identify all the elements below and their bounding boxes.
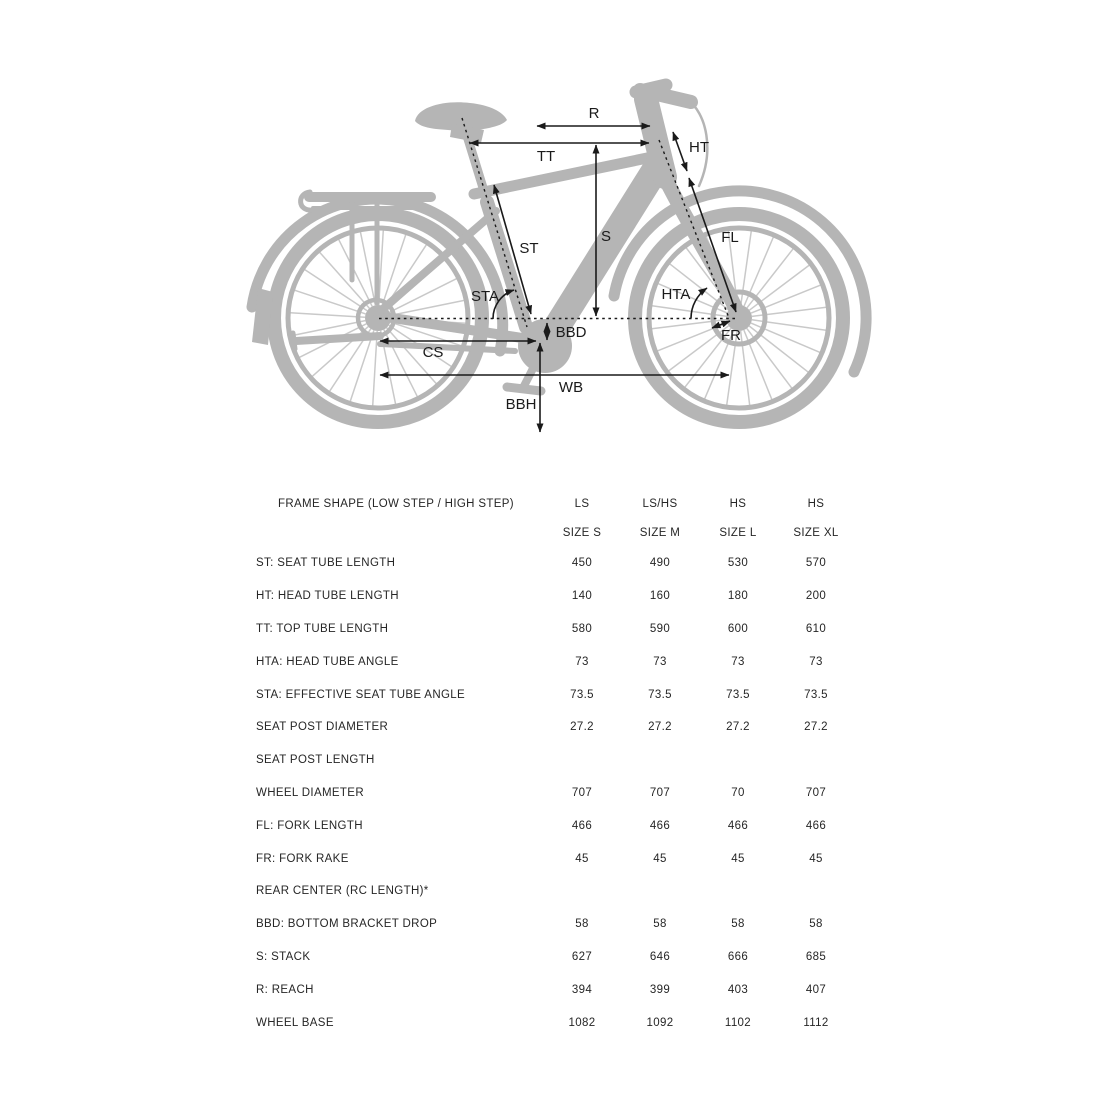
cell-value: 600 bbox=[727, 622, 749, 635]
cell-value: 707 bbox=[649, 786, 671, 799]
cell-value: 490 bbox=[649, 557, 671, 570]
dim-label-reach: R bbox=[588, 105, 600, 122]
table-row bbox=[256, 973, 1100, 1006]
cell-value: 73 bbox=[809, 655, 823, 668]
cell-value: 646 bbox=[649, 950, 671, 963]
cell-value: 610 bbox=[805, 622, 827, 635]
dim-label-chainstay: CS bbox=[422, 344, 444, 361]
table-row bbox=[256, 645, 1100, 678]
cell-value: 58 bbox=[809, 918, 823, 931]
cell-value: 73 bbox=[575, 655, 589, 668]
table-row bbox=[256, 875, 1100, 908]
cell-value: 73.5 bbox=[570, 688, 594, 701]
head-tube-arrow bbox=[673, 132, 687, 171]
row-label: BBD: BOTTOM BRACKET DROP bbox=[256, 918, 438, 931]
cell-value: 530 bbox=[727, 557, 749, 570]
cell-value: 1112 bbox=[803, 1016, 829, 1029]
cell-value: 570 bbox=[805, 557, 827, 570]
row-label: SEAT POST DIAMETER bbox=[256, 721, 389, 734]
dim-label-fork-length: FL bbox=[721, 229, 739, 246]
cell-value: 707 bbox=[805, 786, 827, 799]
dim-label-top-tube: TT bbox=[536, 148, 556, 165]
dim-label-wheelbase: WB bbox=[558, 379, 584, 396]
dim-label-bb-drop: BBD bbox=[555, 324, 587, 341]
chain bbox=[380, 344, 515, 351]
row-label: STA: EFFECTIVE SEAT TUBE ANGLE bbox=[256, 688, 466, 701]
cell-value: 627 bbox=[571, 950, 593, 963]
cell-value: 73.5 bbox=[648, 688, 672, 701]
table-row bbox=[256, 842, 1100, 875]
chainstay bbox=[380, 316, 535, 340]
cell-value: 160 bbox=[649, 590, 671, 603]
cell-value: 180 bbox=[727, 590, 749, 603]
row-label: HT: HEAD TUBE LENGTH bbox=[256, 590, 399, 603]
cell-value: 1092 bbox=[646, 1016, 674, 1029]
dim-label-head-tube-angle: HTA bbox=[661, 286, 691, 303]
pedal bbox=[507, 387, 541, 391]
column-header-frame-type: HS bbox=[729, 497, 747, 510]
cell-value: 580 bbox=[571, 622, 593, 635]
table-row bbox=[256, 809, 1100, 842]
top-tube bbox=[474, 157, 652, 194]
cell-value: 707 bbox=[571, 786, 593, 799]
cell-value: 200 bbox=[805, 590, 827, 603]
dim-label-seat-tube: ST bbox=[519, 240, 539, 257]
row-label: WHEEL BASE bbox=[256, 1016, 334, 1029]
cell-value: 27.2 bbox=[570, 721, 594, 734]
cell-value: 140 bbox=[571, 590, 593, 603]
row-label: WHEEL DIAMETER bbox=[256, 786, 364, 799]
cell-value: 45 bbox=[653, 852, 667, 865]
table-row bbox=[256, 1006, 1100, 1039]
frame-geometry-table bbox=[0, 489, 1100, 1039]
table-title: FRAME SHAPE (LOW STEP / HIGH STEP) bbox=[278, 497, 514, 510]
cell-value: 45 bbox=[809, 852, 823, 865]
stem bbox=[636, 85, 666, 92]
cell-value: 73.5 bbox=[726, 688, 750, 701]
column-header-frame-type: LS/HS bbox=[642, 497, 678, 510]
cell-value: 407 bbox=[805, 983, 827, 996]
cell-value: 45 bbox=[575, 852, 589, 865]
cell-value: 403 bbox=[727, 983, 749, 996]
table-row bbox=[256, 547, 1100, 580]
column-header-size: SIZE M bbox=[639, 526, 681, 539]
cell-value: 27.2 bbox=[804, 721, 828, 734]
column-header-size: SIZE L bbox=[719, 526, 757, 539]
row-label: TT: TOP TUBE LENGTH bbox=[256, 622, 389, 635]
table-row bbox=[256, 580, 1100, 613]
dim-label-head-tube: HT bbox=[689, 139, 709, 156]
table-row bbox=[256, 711, 1100, 744]
table-row bbox=[256, 613, 1100, 646]
cell-value: 27.2 bbox=[648, 721, 672, 734]
table-row bbox=[256, 678, 1100, 711]
bike-geometry-diagram bbox=[0, 0, 1100, 470]
bike-silhouette bbox=[252, 85, 866, 422]
row-label: REAR CENTER (RC LENGTH)* bbox=[256, 885, 429, 898]
table-body bbox=[0, 547, 1100, 1039]
row-label: FR: FORK RAKE bbox=[256, 852, 349, 865]
table-row bbox=[256, 941, 1100, 974]
table-row bbox=[256, 777, 1100, 810]
cell-value: 73 bbox=[731, 655, 745, 668]
cell-value: 70 bbox=[731, 786, 745, 799]
dim-label-stack: S bbox=[600, 228, 612, 245]
cell-value: 466 bbox=[649, 819, 671, 832]
cell-value: 466 bbox=[571, 819, 593, 832]
cell-value: 466 bbox=[805, 819, 827, 832]
cell-value: 399 bbox=[649, 983, 671, 996]
cell-value: 73 bbox=[653, 655, 667, 668]
cell-value: 685 bbox=[805, 950, 827, 963]
cell-value: 1082 bbox=[568, 1016, 596, 1029]
cell-value: 45 bbox=[731, 852, 745, 865]
cell-value: 1102 bbox=[724, 1016, 752, 1029]
kickstand-foot bbox=[293, 333, 295, 349]
row-label: R: REACH bbox=[256, 983, 314, 996]
column-header-frame-type: HS bbox=[807, 497, 825, 510]
row-label: HTA: HEAD TUBE ANGLE bbox=[256, 655, 399, 668]
cell-value: 58 bbox=[653, 918, 667, 931]
cell-value: 590 bbox=[649, 622, 671, 635]
dim-label-seat-tube-angle: STA bbox=[470, 288, 500, 305]
cell-value: 666 bbox=[727, 950, 749, 963]
column-header-size: SIZE XL bbox=[793, 526, 839, 539]
cell-value: 450 bbox=[571, 557, 593, 570]
table-row bbox=[256, 908, 1100, 941]
cell-value: 73.5 bbox=[804, 688, 828, 701]
cell-value: 58 bbox=[575, 918, 589, 931]
cell-value: 394 bbox=[571, 983, 593, 996]
cell-value: 466 bbox=[727, 819, 749, 832]
table-header-row-sizes bbox=[256, 518, 1100, 547]
cell-value: 27.2 bbox=[726, 721, 750, 734]
table-row bbox=[256, 744, 1100, 777]
dim-label-bb-height: BBH bbox=[505, 396, 537, 413]
row-label: S: STACK bbox=[256, 950, 311, 963]
kickstand bbox=[296, 336, 380, 341]
dim-label-fork-rake: FR bbox=[721, 327, 741, 344]
cell-value: 58 bbox=[731, 918, 745, 931]
row-label: ST: SEAT TUBE LENGTH bbox=[256, 557, 396, 570]
row-label: SEAT POST LENGTH bbox=[256, 754, 375, 767]
column-header-frame-type: LS bbox=[574, 497, 590, 510]
table-header-row-frame-shape bbox=[256, 489, 1100, 518]
row-label: FL: FORK LENGTH bbox=[256, 819, 363, 832]
column-header-size: SIZE S bbox=[562, 526, 602, 539]
